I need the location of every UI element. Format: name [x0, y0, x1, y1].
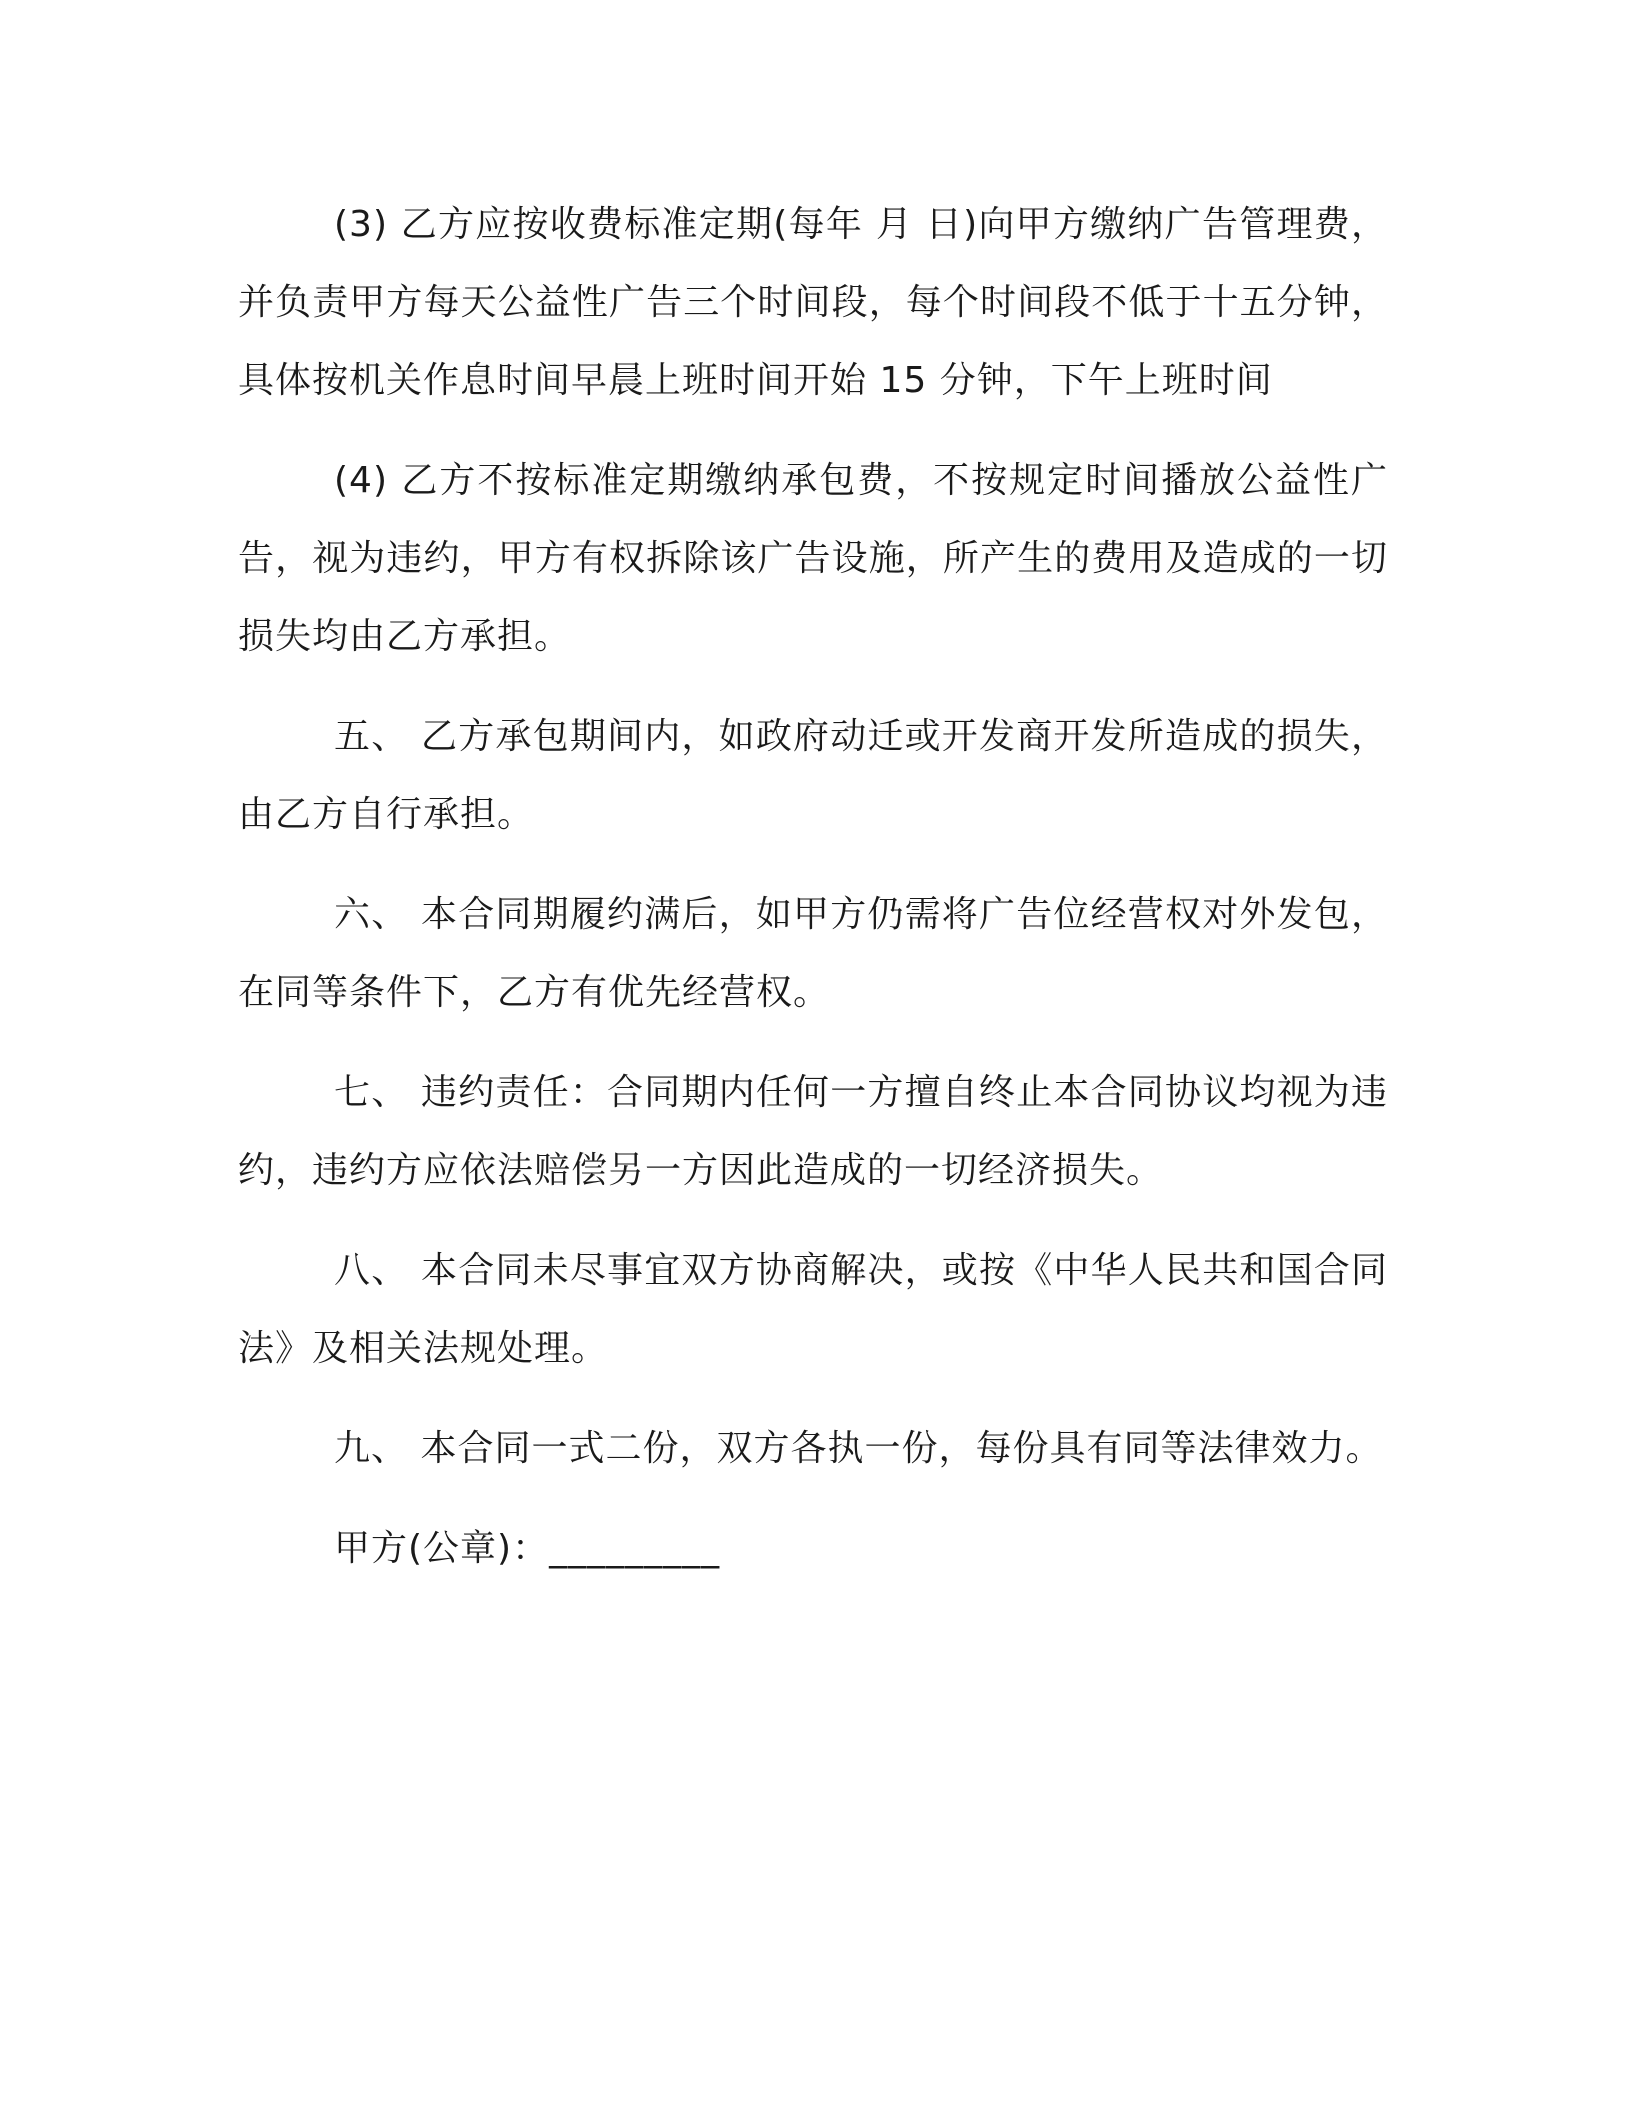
clause-nine-copies: 九、 本合同一式二份，双方各执一份，每份具有同等法律效力。 [334, 1428, 1383, 1469]
clause-seven-liability: 七、 违约责任：合同期内任何一方擅自终止本合同协议均视为违约，违约方应依法赔偿另一方因此造成的一切经济损失。 [238, 1072, 1388, 1191]
clause-4-breach: (4) 乙方不按标准定期缴纳承包费，不按规定时间播放公益性广告，视为违约，甲方有权拆除该广告设施，所产生的费用及造成的一切损失均由乙方承担。 [238, 460, 1388, 657]
clause-eight-unresolved-matters: 八、 本合同未尽事宜双方协商解决，或按《中华人民共和国合同法》及相关法规处理。 [238, 1250, 1388, 1369]
clause-six-renewal-priority: 六、 本合同期履约满后，如甲方仍需将广告位经营权对外发包，在同等条件下，乙方有优先经营权。 [238, 894, 1388, 1013]
document-body [238, 186, 1388, 1588]
party-a-signature [238, 1510, 1388, 1588]
clause-3-fee-payment: (3) 乙方应按收费标准定期(每年 月 日)向甲方缴纳广告管理费，并负责甲方每天公益性广告三个时间段，每个时间段不低于十五分钟，具体按机关作息时间早晨上班时间开始 15 分钟，下午上班时间 [238, 204, 1388, 401]
clause-five-relocation-loss: 五、 乙方承包期间内，如政府动迁或开发商开发所造成的损失，由乙方自行承担。 [238, 716, 1388, 835]
party-a-signature-line: _________ [549, 1528, 721, 1569]
party-a-seal-label: 甲方(公章)： [334, 1528, 550, 1569]
